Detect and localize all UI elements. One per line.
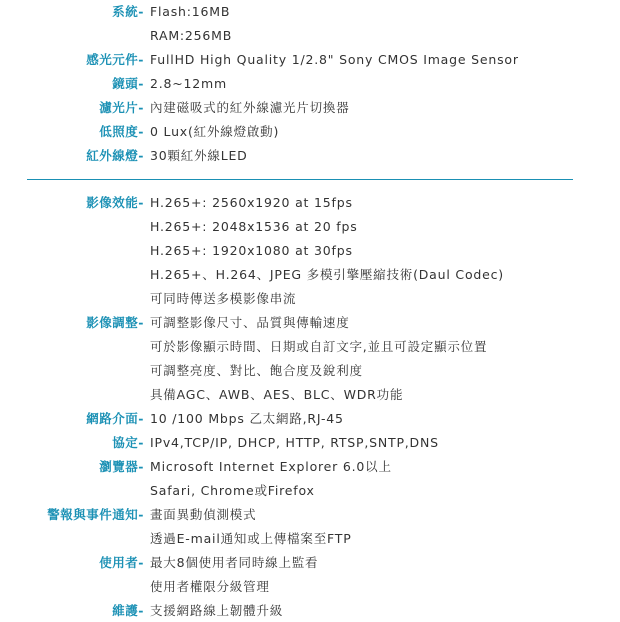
spec-row-lens [0,71,620,95]
spec-label: 維護- [112,603,144,618]
spec-value: 10 /100 Mbps 乙太網路,RJ-45 [150,411,344,426]
spec-row-users-2 [0,574,620,598]
spec-row-codec [0,262,620,286]
spec-value: 透過E-mail通知或上傳檔案至FTP [150,531,352,546]
spec-label: 瀏覽器- [99,459,144,474]
spec-label: 紅外線燈- [86,148,144,163]
spec-row-ir-led [0,143,620,167]
spec-row-image-adjust-2 [0,334,620,358]
spec-row-sensor [0,47,620,71]
spec-value: 具備AGC、AWB、AES、BLC、WDR功能 [150,387,404,402]
spec-row-alarm-2 [0,526,620,550]
spec-value: 內建磁吸式的紅外線濾光片切換器 [150,100,350,115]
spec-value: 可調整亮度、對比、飽合度及銳利度 [150,363,363,378]
spec-row-maintenance [0,598,620,622]
spec-row-users [0,550,620,574]
spec-value: H.265+: 1920x1080 at 30fps [150,242,353,258]
spec-value: 可於影像顯示時間、日期或自訂文字,並且可設定顯示位置 [150,339,488,354]
spec-label: 警報與事件通知- [47,507,144,522]
spec-label: 低照度- [99,124,144,139]
spec-row-image-adjust [0,310,620,334]
spec-value: 最大8個使用者同時線上監看 [150,555,319,570]
spec-row-image-adjust-4 [0,382,620,406]
spec-label: 感光元件- [86,52,144,67]
spec-value: FullHD High Quality 1/2.8" Sony CMOS Image Sensor [150,51,519,67]
spec-label: 使用者- [99,555,144,570]
spec-value: H.265+: 2048x1536 at 20 fps [150,218,358,234]
spec-row-browser [0,454,620,478]
spec-row-low-light [0,119,620,143]
section-divider [27,179,573,180]
spec-label: 影像調整- [86,315,144,330]
spec-value: 支援網路線上韌體升級 [150,603,284,618]
spec-label: 協定- [112,435,144,450]
spec-row-filter [0,95,620,119]
spec-value: 使用者權限分級管理 [150,579,270,594]
spec-row-video-performance-2 [0,214,620,238]
spec-row-image-adjust-3 [0,358,620,382]
spec-row-video-performance-3 [0,238,620,262]
spec-value: 2.8~12mm [150,75,228,91]
spec-value: 畫面異動偵測模式 [150,507,257,522]
spec-row-ram [0,23,620,47]
spec-row-multistream [0,286,620,310]
spec-value: RAM:256MB [150,27,233,43]
spec-label: 系統- [112,4,144,19]
spec-value: 可同時傳送多模影像串流 [150,291,297,306]
spec-row-protocol [0,430,620,454]
spec-label: 影像效能- [86,195,144,210]
spec-row-alarm [0,502,620,526]
spec-value: H.265+: 2560x1920 at 15fps [150,194,353,210]
spec-row-video-performance [0,190,620,214]
spec-label: 濾光片- [99,100,144,115]
spec-label: 網路介面- [86,411,144,426]
spec-value: Flash:16MB [150,3,231,19]
spec-row-browser-2 [0,478,620,502]
spec-value: IPv4,TCP/IP, DHCP, HTTP, RTSP,SNTP,DNS [150,434,439,450]
spec-value: 30顆紅外線LED [150,148,248,163]
spec-value: H.265+、H.264、JPEG 多模引擎壓縮技術(Daul Codec) [150,267,504,282]
spec-value: Safari, Chrome或Firefox [150,483,315,498]
spec-value: Microsoft Internet Explorer 6.0以上 [150,459,392,474]
spec-row-system [0,0,620,23]
spec-value: 可調整影像尺寸、品質與傳輸速度 [150,315,350,330]
spec-row-network [0,406,620,430]
spec-label: 鏡頭- [112,76,144,91]
spec-value: 0 Lux(紅外線燈啟動) [150,124,280,139]
